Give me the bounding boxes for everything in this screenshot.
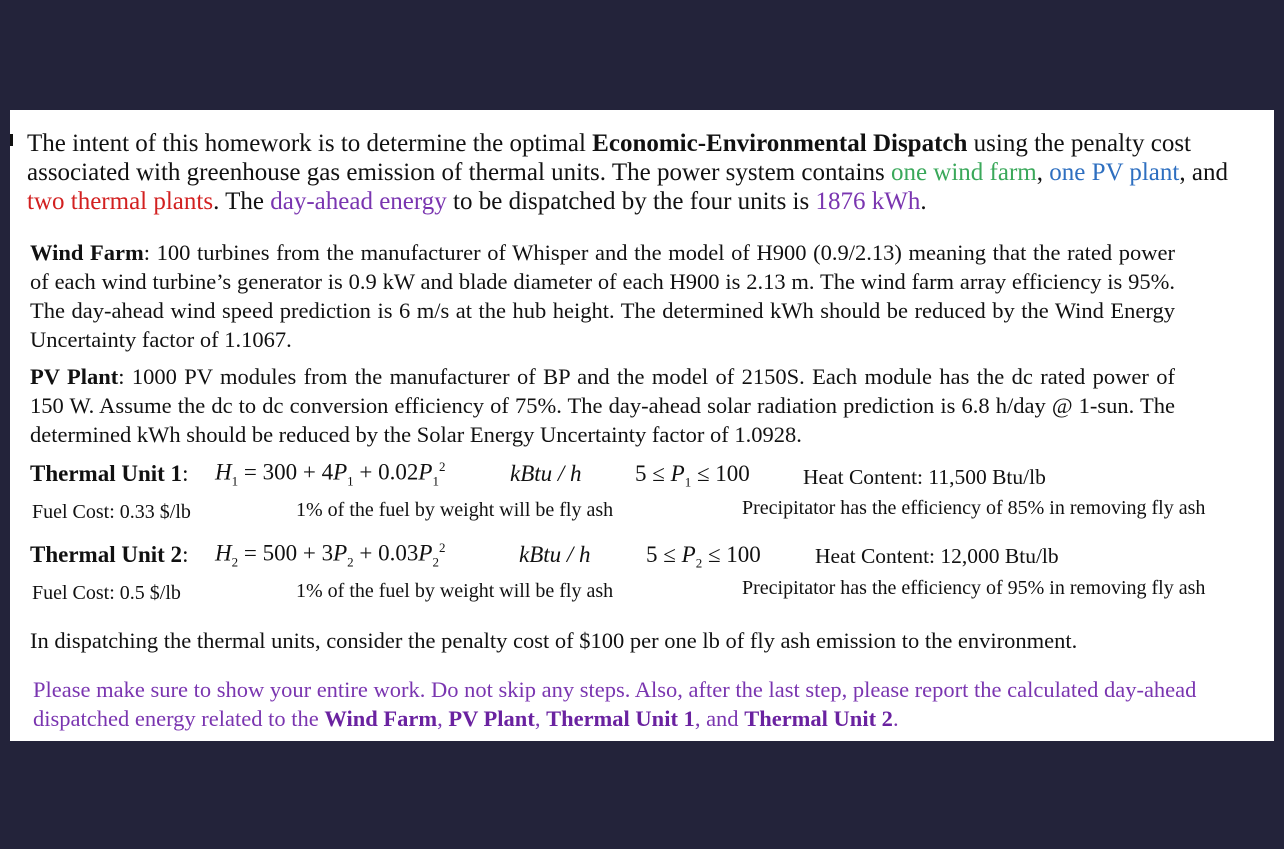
instructions-pv-plant: PV Plant <box>448 706 535 731</box>
wind-farm-label: Wind Farm <box>30 240 144 265</box>
unit1-eq-part: + 0.02 <box>353 459 419 485</box>
intro-text: . <box>920 188 927 215</box>
unit1-sub: 1 <box>432 473 439 489</box>
instructions-text: , <box>534 706 547 731</box>
unit2-limits <box>646 542 761 572</box>
intro-text: to be dispatched by the four units is <box>446 188 816 215</box>
unit1-limit-low: 5 ≤ <box>635 461 671 486</box>
unit1-fuel-cost: Fuel Cost: 0.33 $/lb <box>32 501 191 523</box>
unit2-heat-content: Heat Content: 12,000 Btu/lb <box>815 544 1059 568</box>
unit2-limit-low: 5 ≤ <box>646 542 682 567</box>
intro-text: , and <box>1179 159 1228 186</box>
intro-thermal-highlight: two thermal plants <box>27 188 214 215</box>
unit1-var-p: P <box>418 459 433 485</box>
unit2-limit-high: ≤ 100 <box>702 542 761 567</box>
instructions-text: Please make sure to show your entire work. Do not skip any steps. Also, after the last step, please report the calculated day-ahead dispatched energy related to the <box>33 677 1197 731</box>
unit2-label: Thermal Unit 2 <box>30 542 183 567</box>
document-page <box>10 110 1274 741</box>
instructions-text: . <box>892 706 899 731</box>
instructions-wind-farm: Wind Farm <box>324 706 438 731</box>
unit1-var-p: P <box>333 459 348 485</box>
intro-bold: Economic-Environmental Dispatch <box>592 130 968 157</box>
unit2-var-h: H <box>215 540 232 566</box>
unit1-sub: 1 <box>684 474 692 490</box>
unit2-var-p: P <box>681 542 696 567</box>
unit1-colon: : <box>182 461 189 486</box>
intro-text: The intent of this homework is to determine the optimal <box>27 130 593 157</box>
pv-plant-paragraph <box>30 362 1175 449</box>
unit1-sub: 1 <box>231 473 239 489</box>
unit2-precipitator: Precipitator has the efficiency of 95% in removing fly ash <box>742 577 1206 599</box>
unit1-limits <box>635 461 750 491</box>
unit2-eq-part: = 500 + 3 <box>238 540 334 566</box>
unit2-sub: 2 <box>695 555 703 571</box>
unit2-heading <box>30 542 188 568</box>
intro-text: , <box>1036 159 1050 186</box>
instructions-thermal-unit-1: Thermal Unit 1 <box>546 706 695 731</box>
unit2-var-p: P <box>418 540 433 566</box>
intro-pv-highlight: one PV plant <box>1049 159 1180 186</box>
unit2-sub: 2 <box>432 554 439 570</box>
unit1-sup: 2 <box>438 459 446 474</box>
unit1-var-h: H <box>215 459 232 485</box>
unit2-var-p: P <box>333 540 348 566</box>
unit1-label: Thermal Unit 1 <box>30 461 183 486</box>
unit2-equation <box>215 540 445 570</box>
unit1-fly-ash: 1% of the fuel by weight will be fly ash <box>296 499 614 521</box>
intro-wind-highlight: one wind farm <box>890 159 1037 186</box>
unit2-colon: : <box>182 542 189 567</box>
unit1-var-p: P <box>670 461 685 486</box>
unit2-fly-ash: 1% of the fuel by weight will be fly ash <box>296 580 614 602</box>
intro-text: using the penalty cost associated with greenhouse gas emission of thermal units. The power system contains <box>27 130 1191 186</box>
unit2-sub: 2 <box>231 554 239 570</box>
intro-text: . The <box>213 188 271 215</box>
pv-plant-label: PV Plant <box>30 364 119 389</box>
wind-farm-paragraph <box>30 238 1175 354</box>
instructions-thermal-unit-2: Thermal Unit 2 <box>744 706 893 731</box>
instructions-text: , <box>437 706 449 731</box>
unit1-heat-content: Heat Content: 11,500 Btu/lb <box>803 465 1046 489</box>
unit2-sup: 2 <box>438 540 446 555</box>
unit1-sub: 1 <box>347 473 354 489</box>
unit1-eq-part: = 300 + 4 <box>238 459 334 485</box>
unit1-limit-high: ≤ 100 <box>691 461 750 486</box>
unit2-sub: 2 <box>347 554 354 570</box>
intro-kwh-highlight: 1876 kWh <box>815 188 921 215</box>
pv-plant-text: : 1000 PV modules from the manufacturer of BP and the model of 2150S. Each module has the dc rated power of 150 W. Assume the dc to dc conversion efficiency of 75%. The day-ahead solar radiation prediction is 6.8 h/day @ 1-sun. The determined kWh should be reduced by the Solar Energy Uncertainty factor of 1.0928. <box>30 364 1175 447</box>
unit1-heading <box>30 461 188 487</box>
instructions-paragraph <box>33 675 1233 733</box>
unit1-units: kBtu / h <box>510 461 582 486</box>
intro-energy-highlight: day-ahead energy <box>270 188 447 215</box>
intro-paragraph <box>27 129 1242 216</box>
bullet-marker <box>10 134 13 146</box>
instructions-text: , and <box>694 706 745 731</box>
penalty-paragraph: In dispatching the thermal units, consider the penalty cost of $100 per one lb of fly ash emission to the environment. <box>30 628 1078 653</box>
unit2-fuel-cost: Fuel Cost: 0.5 $/lb <box>32 582 181 604</box>
unit2-eq-part: + 0.03 <box>353 540 419 566</box>
unit2-units: kBtu / h <box>519 542 591 567</box>
wind-farm-text: : 100 turbines from the manufacturer of Whisper and the model of H900 (0.9/2.13) meaning that the rated power of each wind turbine’s generator is 0.9 kW and blade diameter of each H900 is 2.13 m. The wind farm array efficiency is 95%. The day-ahead wind speed prediction is 6 m/s at the hub height. The determined kWh should be reduced by the Wind Energy Uncertainty factor of 1.1067. <box>30 240 1175 352</box>
unit1-precipitator: Precipitator has the efficiency of 85% in removing fly ash <box>742 497 1206 519</box>
unit1-equation <box>215 459 445 489</box>
